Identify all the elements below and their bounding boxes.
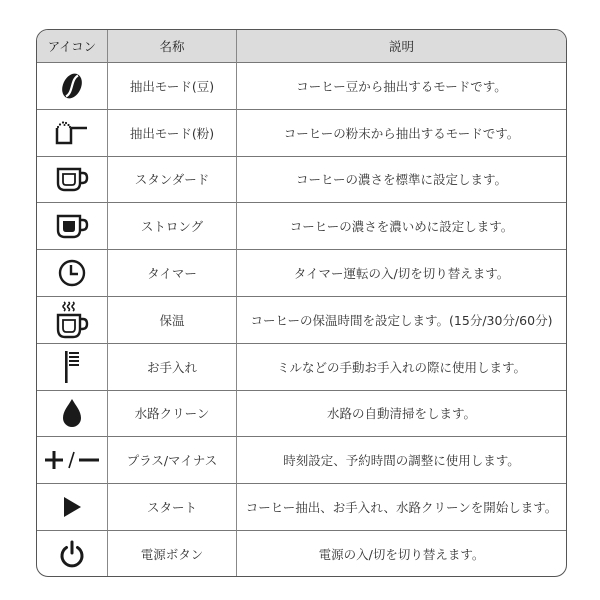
table-row-icon-cell	[37, 484, 108, 531]
icon-reference-table	[36, 29, 567, 577]
table-row-description: コーヒーの濃さを濃いめに設定します。	[237, 203, 566, 250]
header-description: 説明	[237, 30, 566, 63]
table-row-icon-cell	[37, 250, 108, 297]
table-row-icon-cell	[37, 297, 108, 344]
steaming-cup-icon	[52, 300, 92, 340]
table-row-name: 抽出モード(豆)	[108, 63, 237, 110]
table-row-name: 水路クリーン	[108, 391, 237, 438]
table-row-name: タイマー	[108, 250, 237, 297]
header-icon: アイコン	[37, 30, 108, 63]
table-row-name: 保温	[108, 297, 237, 344]
header-name: 名称	[108, 30, 237, 63]
table-row-name: スタート	[108, 484, 237, 531]
table-row-description: コーヒー抽出、お手入れ、水路クリーンを開始します。	[237, 484, 566, 531]
table-row-description: コーヒーの保温時間を設定します。(15分/30分/60分)	[237, 297, 566, 344]
table-row-icon-cell	[37, 391, 108, 438]
table-row-name: スタンダード	[108, 157, 237, 204]
ground-coffee-icon	[52, 113, 92, 153]
table-row-icon-cell	[37, 110, 108, 157]
table-row-name: 抽出モード(粉)	[108, 110, 237, 157]
table-row-icon-cell	[37, 344, 108, 391]
table-row-icon-cell	[37, 63, 108, 110]
table-row-icon-cell	[37, 531, 108, 577]
table-row-description: コーヒーの濃さを標準に設定します。	[237, 157, 566, 204]
table-row-description: コーヒーの粉末から抽出するモードです。	[237, 110, 566, 157]
table-row-icon-cell	[37, 157, 108, 204]
table-row-description: 時刻設定、予約時間の調整に使用します。	[237, 437, 566, 484]
plus-minus-icon	[42, 440, 102, 480]
cup-filled-icon	[52, 206, 92, 246]
table-row-icon-cell	[37, 437, 108, 484]
table-row-description: 水路の自動清掃をします。	[237, 391, 566, 438]
play-icon	[52, 487, 92, 527]
clock-icon	[52, 253, 92, 293]
cup-outline-icon	[52, 159, 92, 199]
table-row-name: 電源ボタン	[108, 531, 237, 577]
table-row-name: プラス/マイナス	[108, 437, 237, 484]
table-row-description: ミルなどの手動お手入れの際に使用します。	[237, 344, 566, 391]
water-drop-icon	[52, 393, 92, 433]
table-row-description: タイマー運転の入/切を切り替えます。	[237, 250, 566, 297]
table-row-name: ストロング	[108, 203, 237, 250]
power-icon	[52, 534, 92, 574]
coffee-bean-icon	[52, 66, 92, 106]
table-row-description: コーヒー豆から抽出するモードです。	[237, 63, 566, 110]
table-row-name: お手入れ	[108, 344, 237, 391]
table-grid	[37, 30, 566, 577]
table-row-icon-cell	[37, 203, 108, 250]
table-row-description: 電源の入/切を切り替えます。	[318, 547, 485, 563]
brush-icon	[52, 347, 92, 387]
